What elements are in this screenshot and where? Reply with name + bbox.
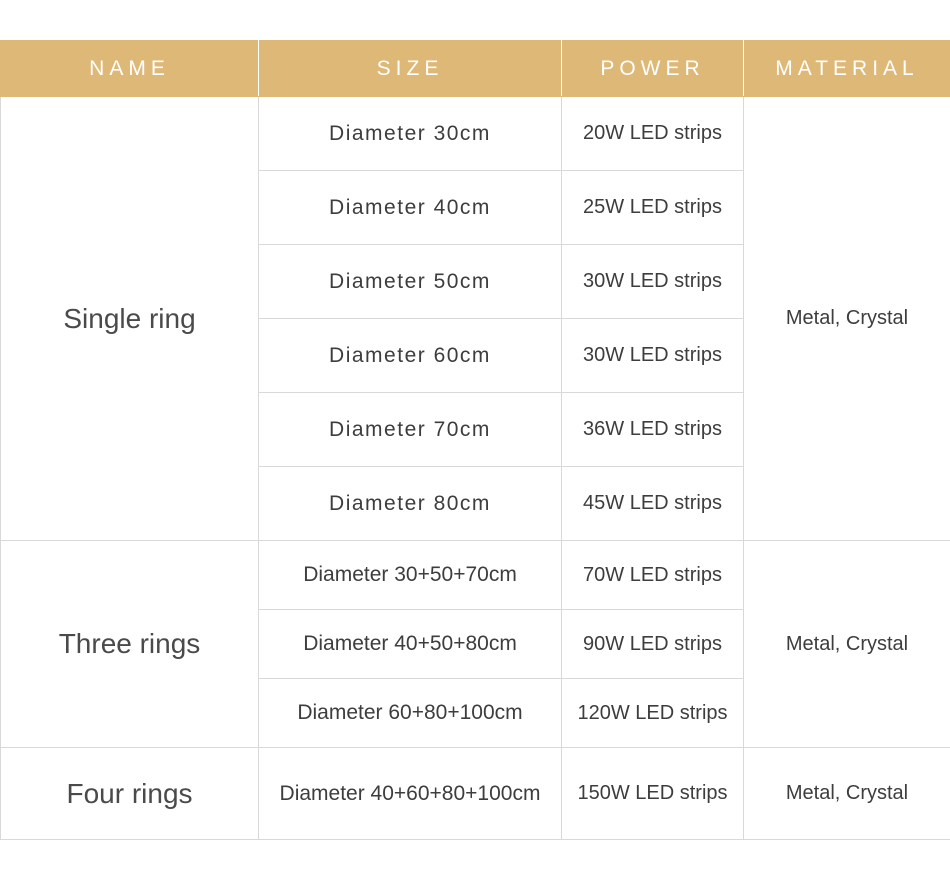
cell-power: 20W LED strips [562,97,744,171]
cell-power: 150W LED strips [562,748,744,840]
cell-size: Diameter 80cm [259,467,562,541]
table-row [1,541,950,610]
cell-power: 25W LED strips [562,171,744,245]
cell-size: Diameter 60+80+100cm [259,679,562,748]
table-row [1,97,950,171]
cell-power: 90W LED strips [562,610,744,679]
cell-size: Diameter 60cm [259,319,562,393]
group-material-four-rings: Metal, Crystal [744,748,950,840]
column-header-size: SIZE [259,41,562,97]
table-row [1,748,950,840]
cell-size: Diameter 40+60+80+100cm [259,748,562,840]
cell-power: 70W LED strips [562,541,744,610]
cell-size: Diameter 30cm [259,97,562,171]
table-body [1,97,950,840]
cell-power: 120W LED strips [562,679,744,748]
table-header-row [1,41,950,97]
column-header-name: NAME [1,41,259,97]
cell-size: Diameter 70cm [259,393,562,467]
column-header-material: MATERIAL [744,41,950,97]
cell-size: Diameter 30+50+70cm [259,541,562,610]
group-name-three-rings: Three rings [1,541,259,748]
column-header-power: POWER [562,41,744,97]
table-header [1,41,950,97]
cell-size: Diameter 40cm [259,171,562,245]
group-name-four-rings: Four rings [1,748,259,840]
cell-size: Diameter 50cm [259,245,562,319]
group-material-three-rings: Metal, Crystal [744,541,950,748]
cell-power: 30W LED strips [562,245,744,319]
cell-power: 36W LED strips [562,393,744,467]
cell-power: 45W LED strips [562,467,744,541]
cell-size: Diameter 40+50+80cm [259,610,562,679]
group-material-single-ring: Metal, Crystal [744,97,950,541]
specification-table [0,40,950,840]
group-name-single-ring: Single ring [1,97,259,541]
cell-power: 30W LED strips [562,319,744,393]
